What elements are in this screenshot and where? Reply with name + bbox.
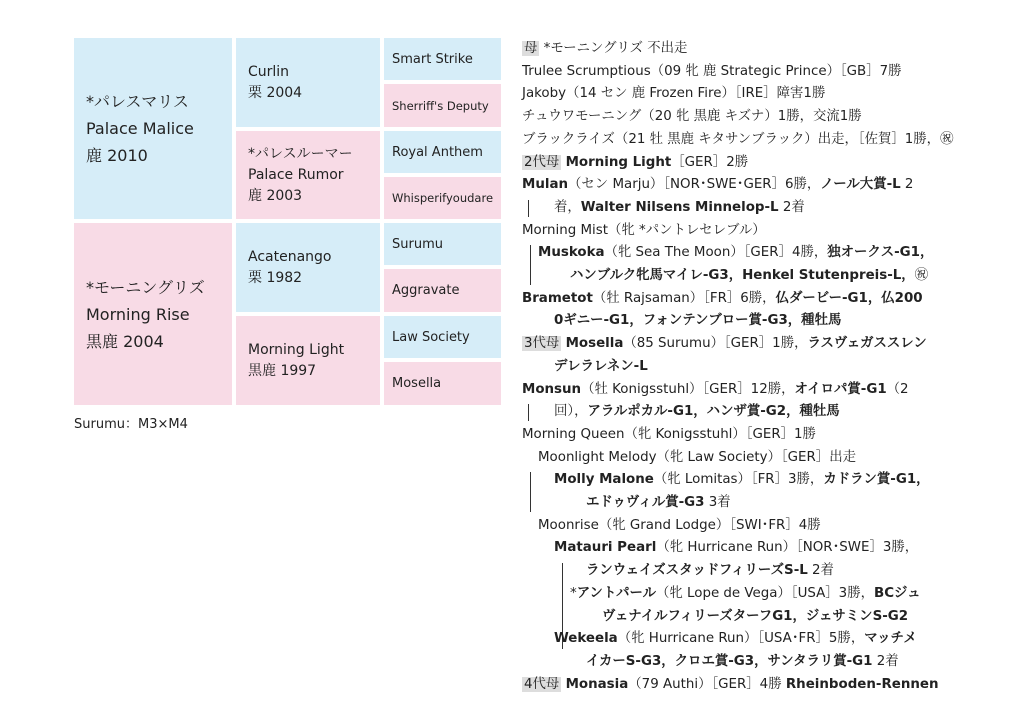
gen3-name: Smart Strike <box>392 51 473 67</box>
horse-name: Brametot <box>522 290 593 306</box>
race-text: オイロパ賞-G1 <box>794 381 887 397</box>
horse-name: Morning Light <box>565 154 672 170</box>
line-text: （85 Surumu）［GER］1勝， <box>623 336 808 352</box>
horse-name: Mosella <box>565 336 624 352</box>
race-text: Rheinboden-Rennen <box>785 676 939 692</box>
horse-name: Wekeela <box>554 631 618 647</box>
continuation-line <box>522 651 962 674</box>
gen3-cell <box>384 131 501 173</box>
race-text: ランウェイズスタッドフィリーズS-L <box>586 563 808 579</box>
horse-name: Matauri Pearl <box>554 540 657 556</box>
sire-name-ja: *パレスマリス <box>86 92 189 111</box>
progeny-line <box>522 469 962 492</box>
race-text: イカーS-G3，クロエ賞-G3，サンタラリ賞-G1 <box>586 653 873 669</box>
line-text: 2着 <box>807 563 834 579</box>
progeny-line: Morning Queen（牝 Konigsstuhl）［GER］1勝 <box>522 426 816 442</box>
tree-bar <box>528 404 529 421</box>
horse-name: Muskoka <box>538 245 605 261</box>
gen3-cell <box>384 269 501 312</box>
progeny-line <box>522 583 962 606</box>
race-text: Walter Nilsens Minnelop-L <box>580 199 779 215</box>
dam-dam-name: Morning Light <box>248 341 345 358</box>
progeny-line <box>522 242 962 265</box>
line-text: （セン Marju）［NOR･SWE･GER］6勝， <box>568 177 821 193</box>
gen3-cell <box>384 177 501 219</box>
sire-sire-cell <box>236 38 380 127</box>
dam-dam-cell <box>236 316 380 405</box>
dam-line <box>522 38 962 61</box>
horse-name: Monasia <box>565 676 629 692</box>
continuation-line <box>522 356 962 379</box>
fourth-dam-line <box>522 674 962 697</box>
gen3-name: Royal Anthem <box>392 144 483 160</box>
second-dam-line <box>522 152 962 175</box>
progeny-line <box>522 379 962 402</box>
dam-sire-info: 栗 1982 <box>248 269 303 286</box>
race-text: エドゥヴィル賞-G3 <box>586 495 705 511</box>
continuation-line <box>522 265 962 288</box>
progeny-line: Moonrise（牝 Grand Lodge）［SWI･FR］4勝 <box>538 517 821 533</box>
race-text: デレラレネン-L <box>554 358 648 374</box>
dam-name-ja: *モーニングリズ <box>86 277 205 297</box>
line-text: （牝 Lomitas）［FR］3勝， <box>653 472 824 488</box>
dam-sire-cell <box>236 223 380 312</box>
sire-sire-info: 栗 2004 <box>248 84 303 101</box>
horse-name: Mulan <box>522 177 569 193</box>
sire-info: 鹿 2010 <box>86 146 148 165</box>
line-text: ［GER］2勝 <box>671 154 749 170</box>
line-text: （牝 Sea The Moon）［GER］4勝， <box>604 245 828 261</box>
dam-cell <box>74 223 232 405</box>
gen3-name: Whisperifyoudare <box>392 191 494 205</box>
progeny-line: チュウワモーニング（20 牝 黒鹿 キズナ）1勝，交流1勝 <box>522 109 862 125</box>
race-text: BCジュ <box>873 585 921 601</box>
sire-dam-info: 鹿 2003 <box>248 187 303 204</box>
line-text: ㊗ <box>914 268 929 284</box>
tree-bar <box>528 200 529 217</box>
race-text: カドラン賞-G1， <box>823 472 930 488</box>
progeny-line: Trulee Scrumptious（09 牝 鹿 Strategic Prince）［GB］7勝 <box>522 63 902 79</box>
race-text: 仏ダービー-G1，仏200 <box>775 290 923 306</box>
line-text: 着， <box>554 199 581 215</box>
line-text: 2着 <box>778 199 805 215</box>
horse-name: Monsun <box>522 381 582 397</box>
continuation-line <box>522 310 962 333</box>
dam-info: 黒鹿 2004 <box>86 331 164 351</box>
gen3-cell <box>384 84 501 127</box>
progeny-line <box>522 537 962 560</box>
race-text: 0ギニー-G1，フォンテンブロー賞-G3，種牡馬 <box>554 313 842 329</box>
gen3-cell <box>384 362 501 405</box>
continuation-line <box>522 560 962 583</box>
generation-tag: 2代母 <box>524 154 560 170</box>
horse-name: アントパール <box>576 585 656 601</box>
race-text: ハンブルク牝馬マイレ-G3，Henkel Stutenpreis-L， <box>570 268 915 284</box>
race-text: アラルポカル-G1，ハンザ賞-G2，種牡馬 <box>587 404 840 420</box>
gen3-name: Sherriff's Deputy <box>392 98 489 113</box>
progeny-line: Moonlight Melody（牝 Law Society）［GER］出走 <box>538 449 856 465</box>
line-text: 回）， <box>554 404 588 420</box>
progeny-line <box>522 288 962 311</box>
line-text: （79 Authi）［GER］4勝 <box>628 676 786 692</box>
line-text: （牝 Lope de Vega）［USA］3勝， <box>655 585 874 601</box>
gen3-cell <box>384 38 501 80</box>
progeny-line <box>522 174 962 197</box>
line-text: （牡 Rajsaman）［FR］6勝， <box>592 290 776 306</box>
sire-sire-name: Curlin <box>248 63 290 80</box>
sire-dam-name-ja: *パレスルーマー <box>248 145 353 162</box>
race-text: 独オークス-G1， <box>827 245 934 261</box>
progeny-line: ブラックライズ（21 牡 黒鹿 キタサンブラック）出走，［佐賀］1勝，㊗ <box>522 131 954 147</box>
gen3-name: Mosella <box>392 376 442 391</box>
continuation-line <box>522 401 962 424</box>
continuation-line <box>522 606 962 629</box>
family-table <box>522 38 962 696</box>
progeny-line: Morning Mist（牝 *パントレセレブル） <box>522 222 766 238</box>
race-text: マッチメ <box>864 631 917 647</box>
line-text: *モーニングリズ 不出走 <box>539 41 688 56</box>
line-text: * <box>570 585 577 601</box>
line-text: （牡 Konigsstuhl）［GER］12勝， <box>581 381 795 397</box>
dam-sire-name: Acatenango <box>248 248 332 265</box>
race-text: ラスヴェガススレン <box>807 336 927 352</box>
sire-dam-cell <box>236 131 380 219</box>
line-text: 2着 <box>872 653 899 669</box>
sire-dam-name-en: Palace Rumor <box>248 166 344 183</box>
dam-name-en: Morning Rise <box>86 304 190 324</box>
line-text: 3着 <box>704 495 731 511</box>
horse-name: Molly Malone <box>554 472 654 488</box>
race-text: ヴェナイルフィリーズターフG1，ジェサミンS-G2 <box>602 608 909 624</box>
gen3-name: Aggravate <box>392 283 460 298</box>
dam-dam-info: 黒鹿 1997 <box>248 362 317 379</box>
continuation-line <box>522 197 962 220</box>
line-text: （牝 Hurricane Run）［NOR･SWE］3勝， <box>656 540 919 556</box>
sire-name-en: Palace Malice <box>86 119 194 138</box>
third-dam-line <box>522 333 962 356</box>
gen3-cell <box>384 223 501 265</box>
race-text: ノール大賞-L <box>820 177 901 193</box>
generation-tag: 3代母 <box>524 336 560 352</box>
continuation-line <box>522 492 962 515</box>
line-text: （2 <box>886 381 909 397</box>
inbreeding-note: Surumu：M3×M4 <box>74 417 188 432</box>
generation-tag: 4代母 <box>524 676 560 692</box>
sire-cell <box>74 38 232 219</box>
progeny-line <box>522 628 962 651</box>
generation-tag: 母 <box>524 41 538 56</box>
pedigree-table <box>74 38 501 405</box>
gen3-cell <box>384 316 501 358</box>
progeny-line: Jakoby（14 セン 鹿 Frozen Fire）［IRE］障害1勝 <box>522 86 826 102</box>
gen3-name: Surumu <box>392 236 443 252</box>
gen3-name: Law Society <box>392 329 470 345</box>
line-text: （牝 Hurricane Run）［USA･FR］5勝， <box>617 631 865 647</box>
line-text: 2 <box>900 177 914 193</box>
